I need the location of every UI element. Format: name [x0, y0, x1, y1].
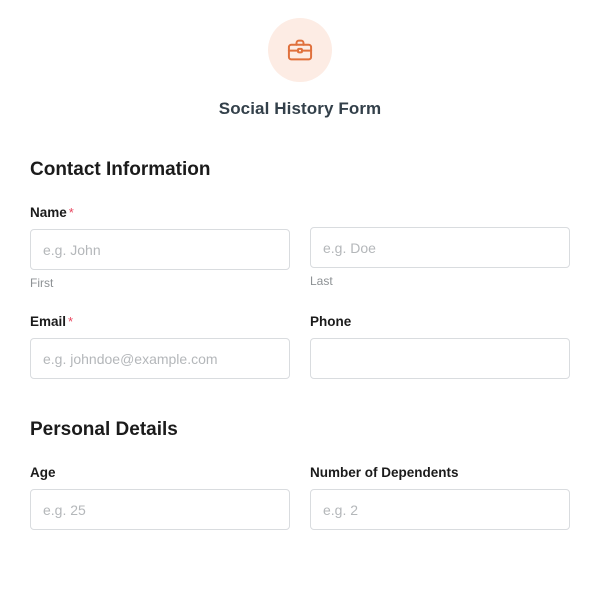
form-title: Social History Form: [218, 99, 382, 118]
form-logo: [268, 18, 332, 82]
age-input[interactable]: [30, 489, 290, 530]
section-personal-details: [30, 419, 570, 530]
required-marker: *: [68, 205, 74, 220]
email-input[interactable]: [30, 338, 290, 379]
age-dependents-row: [30, 465, 570, 530]
label-phone: Phone: [310, 314, 352, 329]
sublabel-last: Last: [310, 274, 333, 288]
form-header: [30, 0, 570, 119]
name-first-input[interactable]: [30, 229, 290, 270]
briefcase-icon: [286, 36, 314, 64]
field-age: [30, 465, 290, 530]
label-age: Age: [30, 465, 56, 480]
field-dependents: [310, 465, 570, 530]
section-heading-contact-information: Contact Information: [30, 159, 211, 180]
field-phone: [310, 314, 570, 379]
field-email: [30, 314, 290, 379]
label-spacer: [310, 205, 570, 227]
phone-input[interactable]: [310, 338, 570, 379]
email-phone-row: [30, 314, 570, 379]
label-name: Name *: [30, 205, 74, 220]
field-name-last: [310, 205, 570, 290]
required-marker: *: [68, 314, 74, 329]
label-email: Email *: [30, 314, 74, 329]
label-dependents: Number of Dependents: [310, 465, 459, 480]
name-last-input[interactable]: [310, 227, 570, 268]
sublabel-first: First: [30, 276, 54, 290]
section-heading-personal-details: Personal Details: [30, 419, 178, 440]
name-row: [30, 205, 570, 290]
field-name-first: [30, 205, 290, 290]
dependents-input[interactable]: [310, 489, 570, 530]
section-contact-information: [30, 159, 570, 379]
